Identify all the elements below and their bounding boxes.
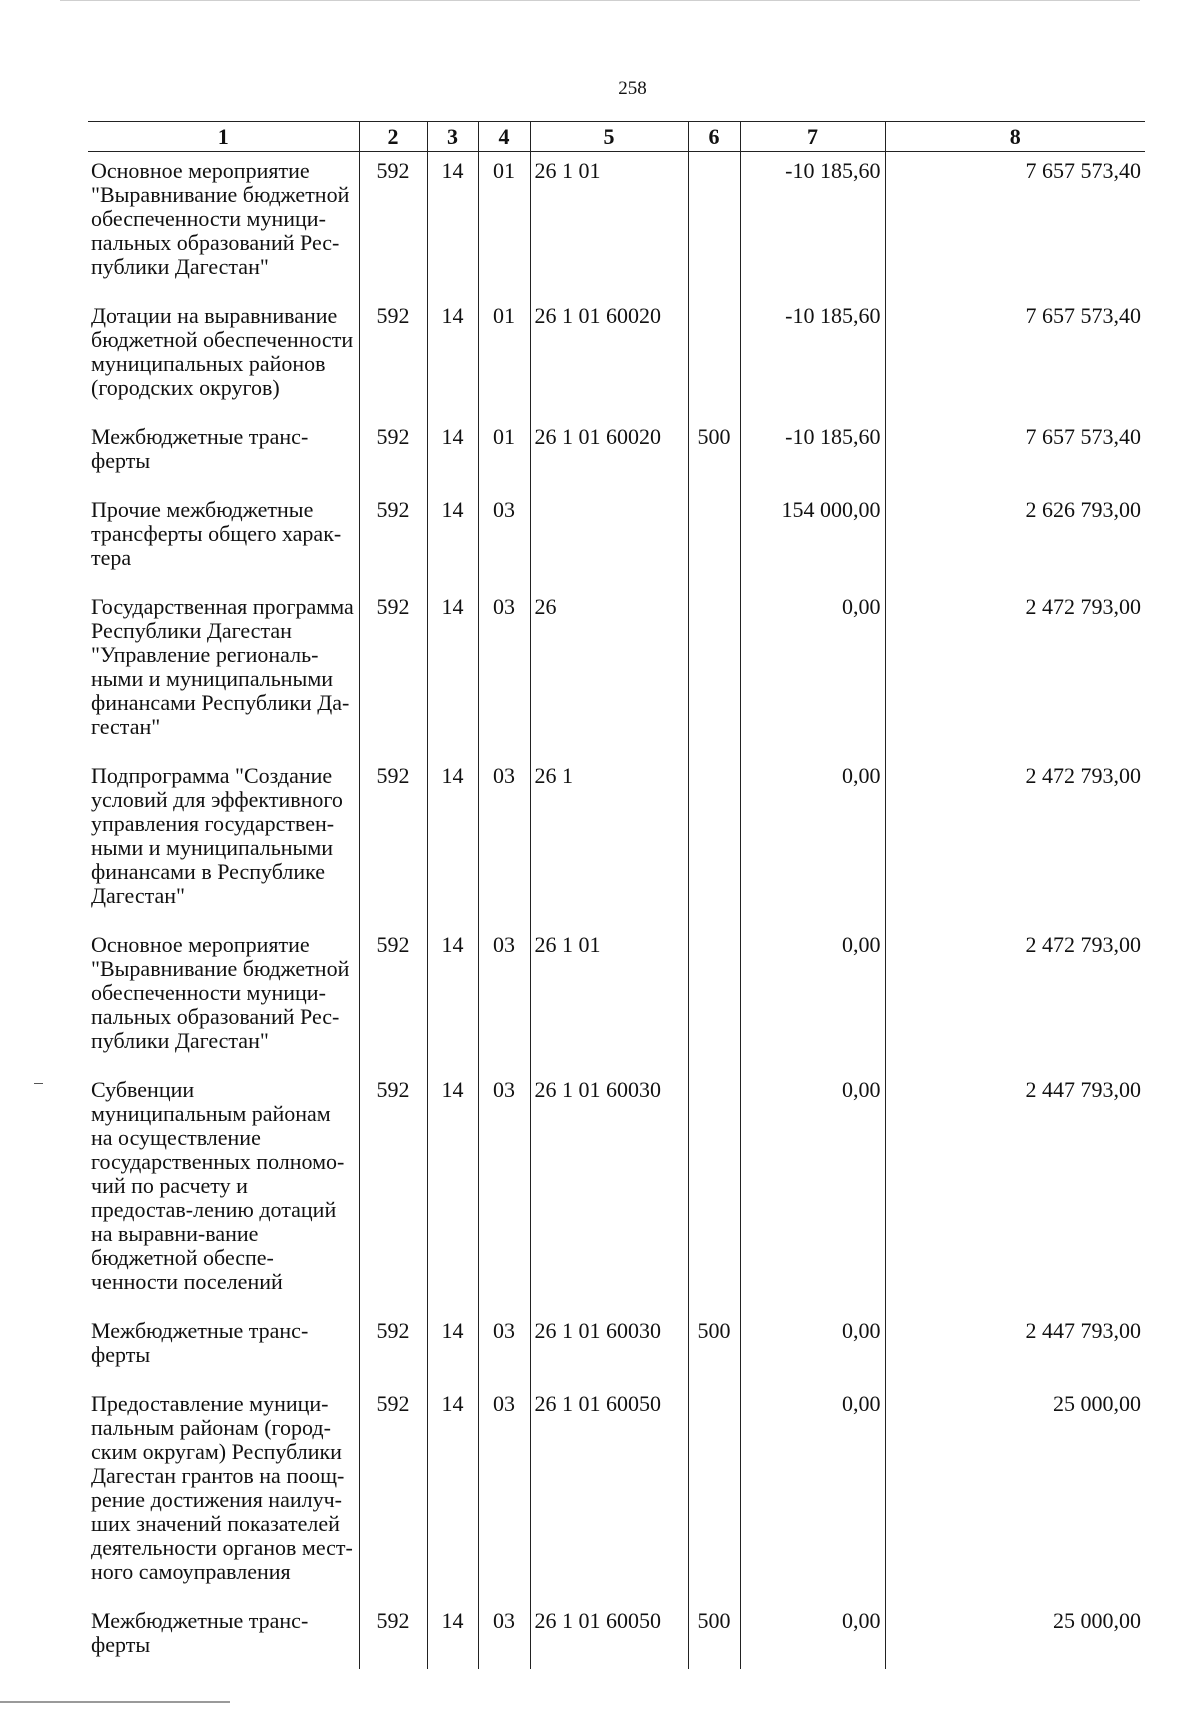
cell-target-article: 26 1 [530, 757, 688, 926]
cell-admin-code: 592 [359, 1312, 427, 1385]
cell-target-article: 26 [530, 588, 688, 757]
scan-mark [34, 1083, 43, 1084]
scan-edge-bottom [0, 1701, 230, 1703]
cell-expense-type: 500 [688, 1602, 740, 1669]
cell-subsection: 03 [478, 1312, 530, 1385]
column-header: 7 [740, 122, 885, 152]
cell-section: 14 [427, 1071, 478, 1312]
budget-table [88, 121, 1145, 1669]
cell-section: 14 [427, 1312, 478, 1385]
cell-section: 14 [427, 757, 478, 926]
cell-total-amount: 7 657 573,40 [885, 152, 1145, 298]
cell-name: Основное мероприятие "Выравнивание бюджетной обеспеченности муници-пальных образований Рес-публики Дагестан" [91, 158, 350, 279]
cell-expense-type: 500 [688, 418, 740, 491]
table-row [88, 1312, 1145, 1385]
cell-expense-type [688, 491, 740, 588]
cell-name: Межбюджетные транс-ферты [91, 424, 309, 473]
cell-subsection: 03 [478, 491, 530, 588]
cell-section: 14 [427, 297, 478, 418]
cell-total-amount: 2 447 793,00 [885, 1312, 1145, 1385]
cell-section: 14 [427, 588, 478, 757]
cell-total-amount: 2 472 793,00 [885, 588, 1145, 757]
cell-total-amount: 7 657 573,40 [885, 297, 1145, 418]
cell-subsection: 03 [478, 926, 530, 1071]
column-header: 5 [530, 122, 688, 152]
cell-admin-code: 592 [359, 757, 427, 926]
cell-name: Предоставление муници-пальным районам (город-ским округам) Республики Дагестан грантов на поощ-рение достижения наилуч-ших значений показателей деятельности органов мест-ного самоуправления [91, 1391, 353, 1584]
cell-subsection: 03 [478, 757, 530, 926]
cell-change-amount: -10 185,60 [740, 297, 885, 418]
cell-total-amount: 25 000,00 [885, 1602, 1145, 1669]
cell-name: Дотации на выравнивание бюджетной обеспеченности муниципальных районов (городских округов) [91, 303, 354, 400]
table-row [88, 588, 1145, 757]
cell-subsection: 03 [478, 1602, 530, 1669]
cell-target-article [530, 491, 688, 588]
column-header: 1 [88, 122, 359, 152]
table-row [88, 491, 1145, 588]
cell-total-amount: 25 000,00 [885, 1385, 1145, 1602]
header-row [88, 122, 1145, 152]
cell-total-amount: 2 472 793,00 [885, 757, 1145, 926]
cell-admin-code: 592 [359, 926, 427, 1071]
cell-subsection: 03 [478, 1071, 530, 1312]
cell-admin-code: 592 [359, 588, 427, 757]
cell-name: Субвенции муниципальным районам на осуществление государственных полномо-чий по расчету и предостав-лению дотаций на выравни-вание бюджетной обеспе-ченности поселений [91, 1077, 345, 1294]
cell-total-amount: 2 472 793,00 [885, 926, 1145, 1071]
page-number: 258 [618, 78, 647, 99]
scan-edge-top [60, 0, 1140, 1]
cell-change-amount: -10 185,60 [740, 418, 885, 491]
cell-expense-type [688, 1071, 740, 1312]
column-header: 8 [885, 122, 1145, 152]
cell-admin-code: 592 [359, 1602, 427, 1669]
cell-subsection: 01 [478, 152, 530, 298]
cell-change-amount: -10 185,60 [740, 152, 885, 298]
cell-expense-type [688, 757, 740, 926]
column-header: 6 [688, 122, 740, 152]
cell-admin-code: 592 [359, 1385, 427, 1602]
cell-section: 14 [427, 491, 478, 588]
cell-change-amount: 0,00 [740, 588, 885, 757]
cell-expense-type [688, 152, 740, 298]
cell-admin-code: 592 [359, 152, 427, 298]
column-header: 3 [427, 122, 478, 152]
table-row [88, 152, 1145, 298]
table-row [88, 297, 1145, 418]
cell-target-article: 26 1 01 60050 [530, 1602, 688, 1669]
table-row [88, 757, 1145, 926]
table-row [88, 418, 1145, 491]
cell-section: 14 [427, 926, 478, 1071]
cell-name: Межбюджетные транс-ферты [91, 1318, 309, 1367]
cell-change-amount: 154 000,00 [740, 491, 885, 588]
column-header: 4 [478, 122, 530, 152]
cell-admin-code: 592 [359, 1071, 427, 1312]
cell-section: 14 [427, 418, 478, 491]
cell-change-amount: 0,00 [740, 1602, 885, 1669]
table-row [88, 1071, 1145, 1312]
cell-subsection: 01 [478, 297, 530, 418]
column-header: 2 [359, 122, 427, 152]
cell-change-amount: 0,00 [740, 1385, 885, 1602]
cell-name: Прочие межбюджетные трансферты общего харак-тера [91, 497, 342, 570]
cell-target-article: 26 1 01 60020 [530, 297, 688, 418]
cell-name: Основное мероприятие "Выравнивание бюджетной обеспеченности муници-пальных образований Рес-публики Дагестан" [91, 932, 350, 1053]
cell-admin-code: 592 [359, 297, 427, 418]
cell-section: 14 [427, 152, 478, 298]
cell-target-article: 26 1 01 60030 [530, 1071, 688, 1312]
cell-admin-code: 592 [359, 418, 427, 491]
cell-subsection: 03 [478, 588, 530, 757]
cell-total-amount: 2 447 793,00 [885, 1071, 1145, 1312]
cell-name: Государственная программа Республики Дагестан "Управление региональ-ными и муниципальными финансами Республики Да-гестан" [91, 594, 354, 739]
cell-subsection: 03 [478, 1385, 530, 1602]
table-row [88, 1385, 1145, 1602]
table-row [88, 926, 1145, 1071]
cell-expense-type [688, 588, 740, 757]
cell-expense-type: 500 [688, 1312, 740, 1385]
cell-target-article: 26 1 01 [530, 926, 688, 1071]
cell-admin-code: 592 [359, 491, 427, 588]
cell-name: Межбюджетные транс-ферты [91, 1608, 309, 1657]
cell-change-amount: 0,00 [740, 1071, 885, 1312]
cell-change-amount: 0,00 [740, 1312, 885, 1385]
cell-section: 14 [427, 1385, 478, 1602]
cell-target-article: 26 1 01 [530, 152, 688, 298]
cell-section: 14 [427, 1602, 478, 1669]
cell-expense-type [688, 297, 740, 418]
cell-subsection: 01 [478, 418, 530, 491]
cell-change-amount: 0,00 [740, 757, 885, 926]
cell-change-amount: 0,00 [740, 926, 885, 1071]
table-row [88, 1602, 1145, 1669]
cell-expense-type [688, 926, 740, 1071]
cell-target-article: 26 1 01 60050 [530, 1385, 688, 1602]
cell-target-article: 26 1 01 60030 [530, 1312, 688, 1385]
cell-target-article: 26 1 01 60020 [530, 418, 688, 491]
cell-total-amount: 2 626 793,00 [885, 491, 1145, 588]
cell-expense-type [688, 1385, 740, 1602]
cell-total-amount: 7 657 573,40 [885, 418, 1145, 491]
cell-name: Подпрограмма "Создание условий для эффективного управления государствен-ными и муниципальными финансами в Республике Дагестан" [91, 763, 343, 908]
